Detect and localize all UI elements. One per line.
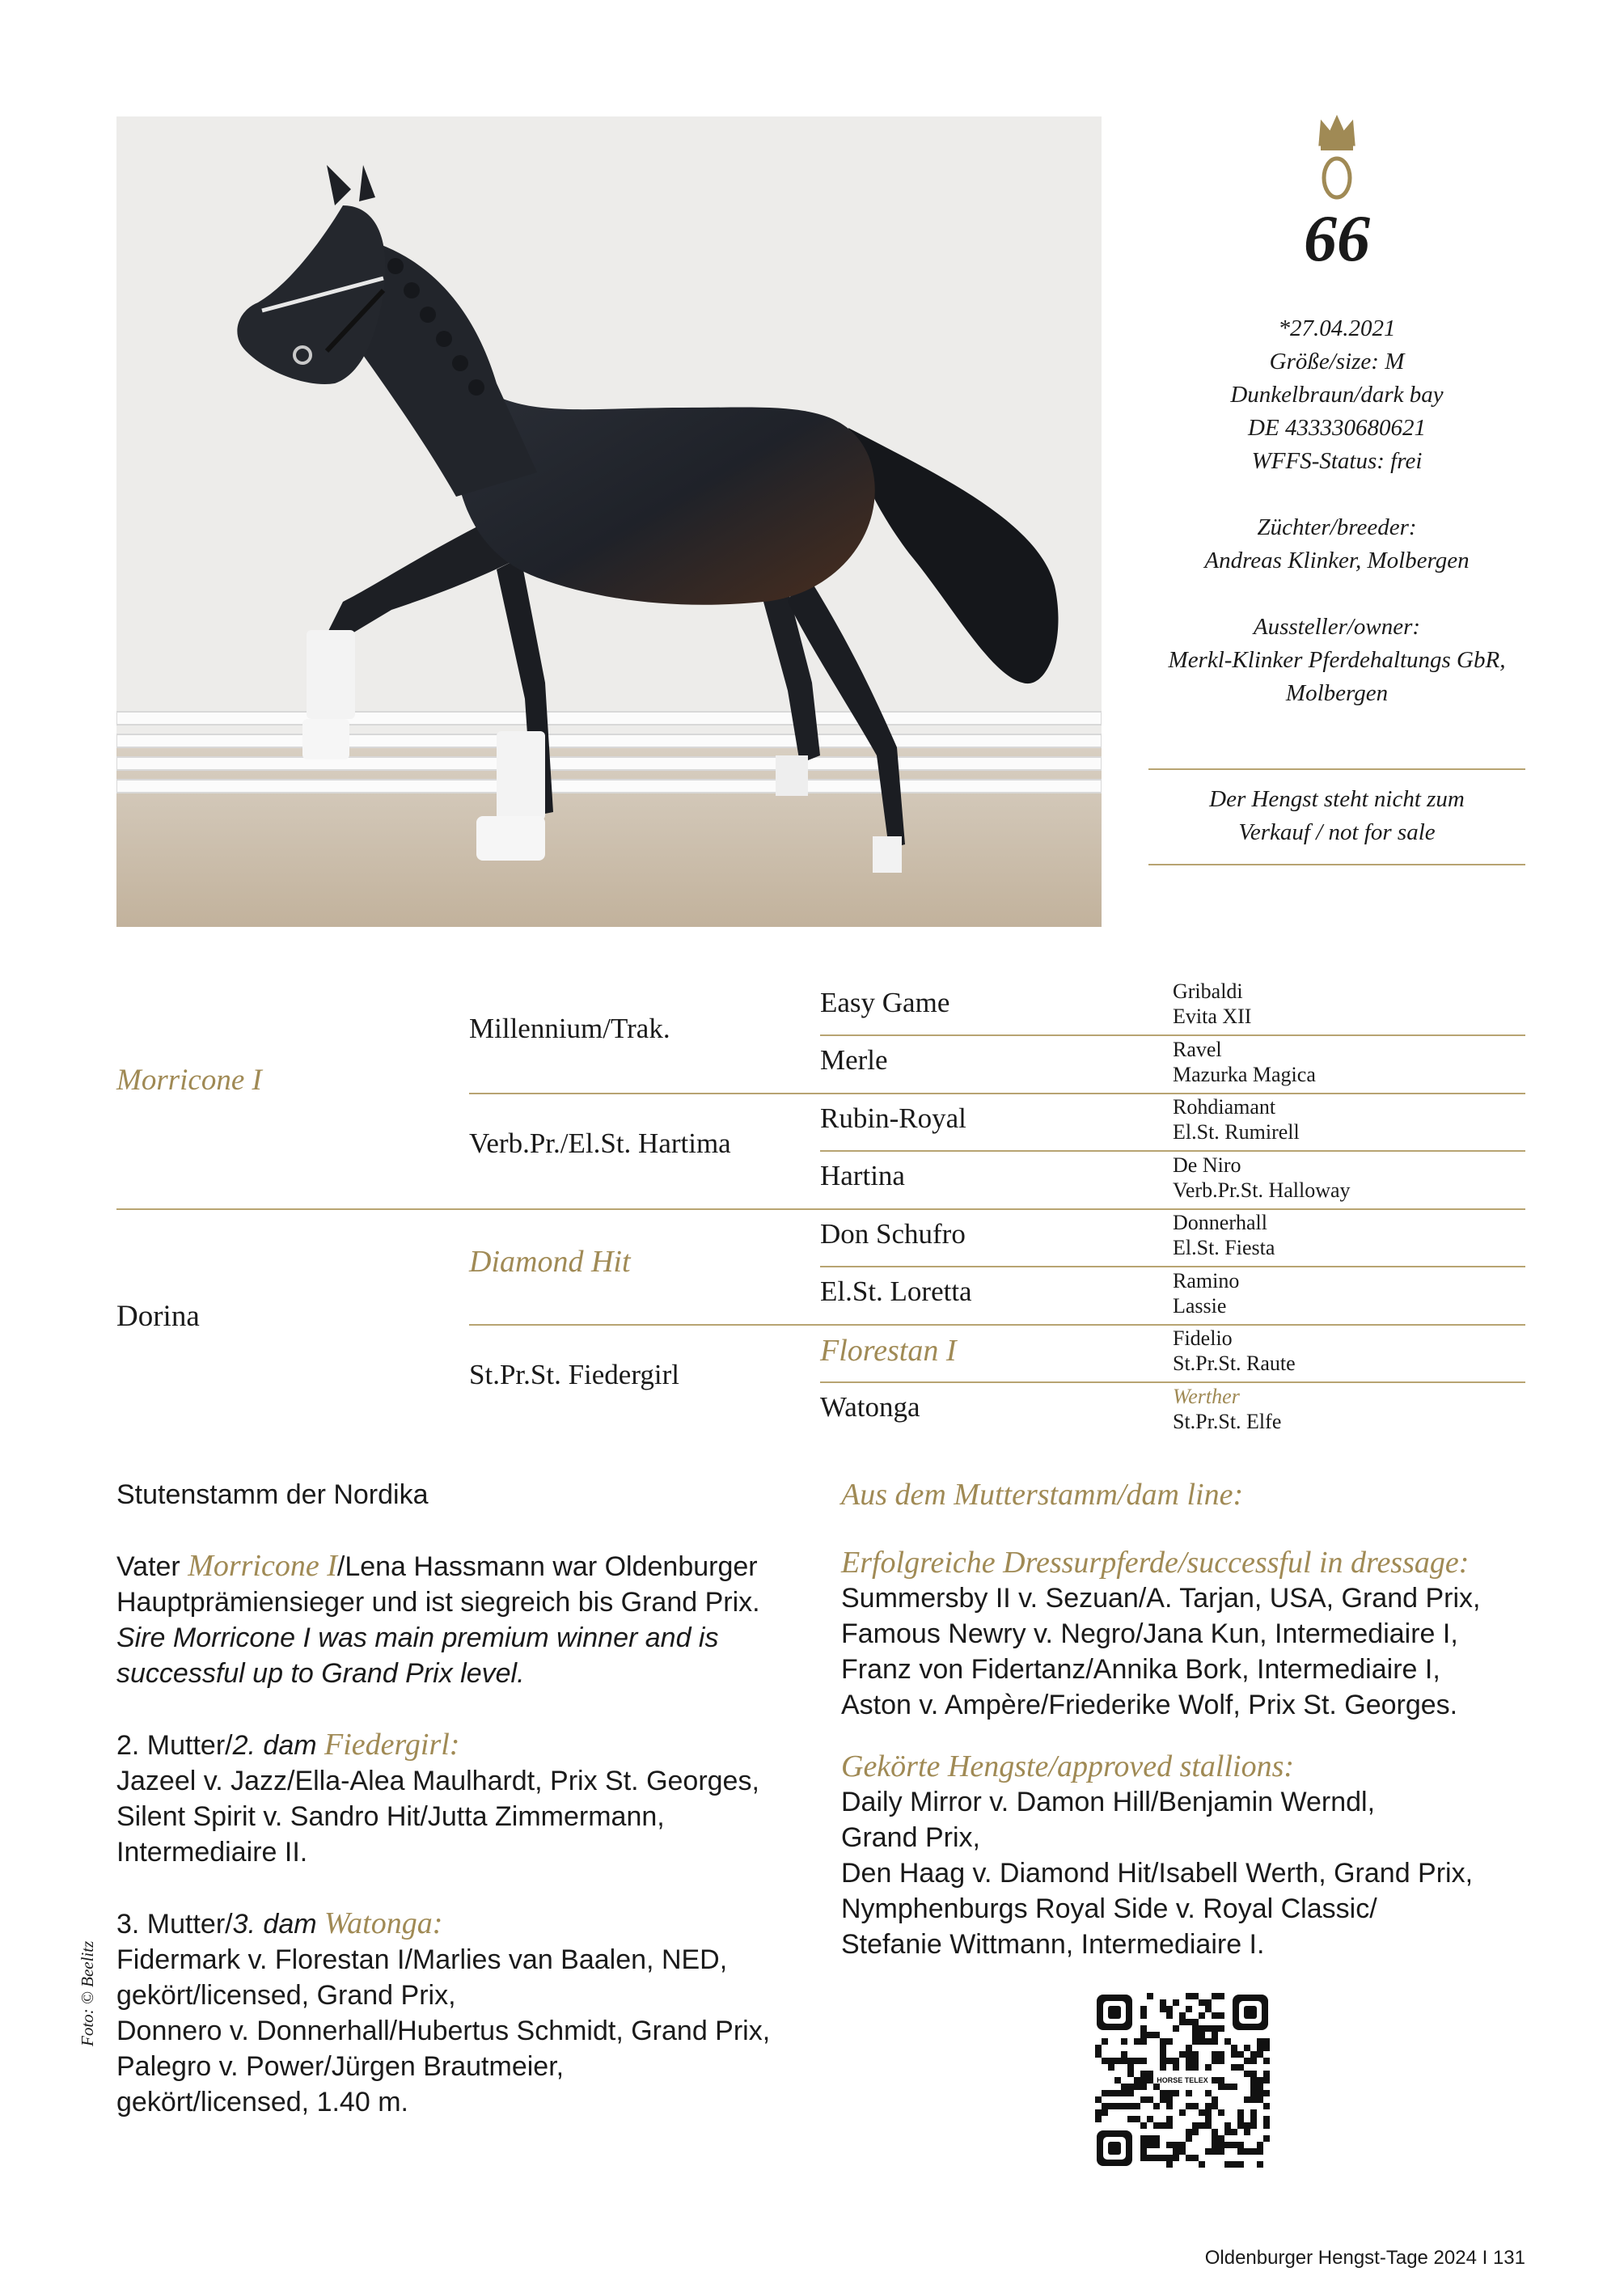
pedigree-dam-sire: Diamond Hit	[469, 1245, 631, 1279]
pedigree-gen3-1: Easy Game	[820, 987, 950, 1018]
sire-paragraph: Vater Morricone I/Lena Hassmann war Oldenburger Hauptprämiensieger und ist siegreich bis Grand Prix. Sire Morricone I was main premium winner and is successful up to Grand Prix level.	[116, 1549, 760, 1689]
owner-line-1: Merkl-Klinker Pferdehaltungs GbR,	[1168, 647, 1506, 673]
birth-date: *27.04.2021	[1278, 315, 1396, 341]
dam-line-heading: Aus dem Mutterstamm/dam line:	[841, 1478, 1244, 1512]
third-dam-paragraph: 3. Mutter/3. dam Watonga: Fidermark v. Florestan I/Marlies van Baalen, NED, gekört/licensed, Grand Prix, Donnero v. Donnerhall/Hubertus Schmidt, Grand Prix, Palegro v. Power/Jürgen Brautmeier, gekört/licensed, 1.40 m.	[116, 1906, 771, 2117]
qr-code-icon[interactable]	[1093, 1991, 1271, 2169]
lot-number: 66	[1304, 201, 1370, 275]
pedigree-dam-dam: St.Pr.St. Fiedergirl	[469, 1359, 679, 1390]
wffs-status: WFFS-Status: frei	[1251, 448, 1423, 474]
horse-details	[1148, 312, 1525, 710]
pedigree-gen3-7: Florestan I	[820, 1334, 957, 1368]
mare-line: Stutenstamm der Nordika	[116, 1479, 429, 1510]
svg-text:HORSE TELEX: HORSE TELEX	[1157, 2076, 1208, 2084]
pedigree-dam: Dorina	[116, 1300, 200, 1333]
sale-line-1: Der Hengst steht nicht zum	[1209, 786, 1465, 812]
breeder: Andreas Klinker, Molbergen	[1204, 548, 1470, 573]
pedigree-sire-dam: Verb.Pr./El.St. Hartima	[469, 1127, 731, 1159]
horse-info	[1148, 113, 1525, 845]
right-text-column	[841, 1477, 1529, 1998]
pedigree-gen4-4: De Niro Verb.Pr.St. Halloway	[1173, 1153, 1351, 1202]
pedigree-gen4-2: Ravel Mazurka Magica	[1173, 1038, 1316, 1086]
pedigree-gen3-4: Hartina	[820, 1160, 905, 1191]
pedigree-gen3-8: Watonga	[820, 1391, 920, 1423]
stallions-block: Gekörte Hengste/approved stallions: Daily Mirror v. Damon Hill/Benjamin Werndl, Grand Prix, Den Haag v. Diamond Hit/Isabell Werth, Grand Prix, Nymphenburgs Royal Side v. Royal Classic/ Stefanie Wittmann, Intermediaire I.	[841, 1749, 1474, 1960]
pedigree-gen3-5: Don Schufro	[820, 1218, 966, 1250]
pedigree-gen3-2: Merle	[820, 1044, 888, 1076]
second-dam-paragraph: 2. Mutter/2. dam Fiedergirl: Jazeel v. Jazz/Ella-Alea Maulhardt, Prix St. Georges, Silent Spirit v. Sandro Hit/Jutta Zimmermann, Intermediaire II.	[116, 1728, 759, 1868]
sire-name: Morricone I	[188, 1549, 337, 1583]
pedigree-table	[116, 977, 1525, 1440]
left-text-column	[116, 1477, 828, 2156]
oldenburg-crown-icon	[1314, 113, 1360, 202]
pedigree-gen3-6: El.St. Loretta	[820, 1276, 972, 1307]
sale-status	[1148, 768, 1525, 865]
pedigree-gen3-3: Rubin-Royal	[820, 1102, 966, 1134]
pedigree-sire: Morricone I	[116, 1064, 262, 1097]
owner-label: Aussteller/owner:	[1253, 614, 1421, 640]
photo-credit: Foto: © Beelitz	[78, 1940, 97, 2046]
coat-color: Dunkelbraun/dark bay	[1230, 382, 1444, 408]
pedigree-gen4-8: Werther St.Pr.St. Elfe	[1173, 1385, 1282, 1433]
breeder-label: Züchter/breeder:	[1257, 514, 1417, 540]
pedigree-gen4-7: Fidelio St.Pr.St. Raute	[1173, 1326, 1296, 1375]
horse-photo	[116, 116, 1102, 927]
pedigree-sire-sire: Millennium/Trak.	[469, 1013, 670, 1044]
pedigree-gen4-1: Gribaldi Evita XII	[1173, 979, 1252, 1028]
owner-line-2: Molbergen	[1285, 680, 1389, 706]
pedigree-gen4-3: Rohdiamant El.St. Rumirell	[1173, 1095, 1300, 1144]
pedigree-gen4-6: Ramino Lassie	[1173, 1269, 1240, 1318]
pedigree-gen4-5: Donnerhall El.St. Fiesta	[1173, 1211, 1275, 1259]
page-footer: Oldenburger Hengst-Tage 2024 I 131	[1204, 2247, 1525, 2269]
ueln: DE 433330680621	[1248, 415, 1426, 441]
size: Größe/size: M	[1269, 349, 1405, 374]
dressage-block: Erfolgreiche Dressurpferde/successful in dressage: Summersby II v. Sezuan/A. Tarjan, USA, Grand Prix, Famous Newry v. Negro/Jana Kun, Intermediaire I, Franz von Fidertanz/Annika Bork, Intermediaire I, Aston v. Ampère/Friederike Wolf, Prix St. Georges.	[841, 1546, 1481, 1720]
sale-line-2: Verkauf / not for sale	[1238, 819, 1436, 845]
